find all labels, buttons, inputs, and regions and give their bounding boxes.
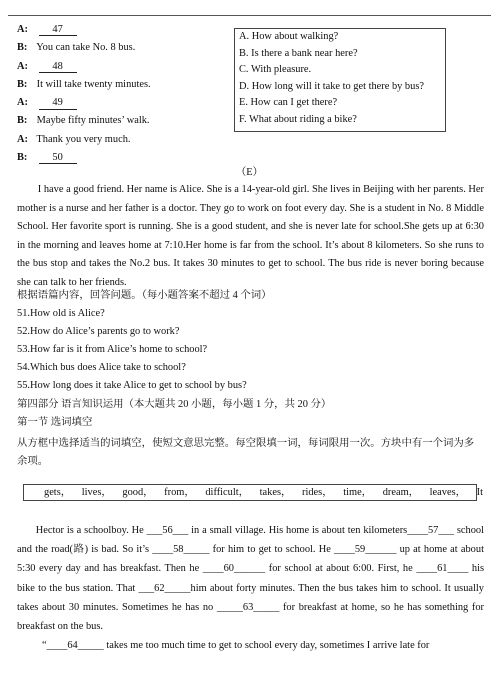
answer-blank-56[interactable]: 56 <box>162 525 173 536</box>
question-54: 54.Which bus does Alice take to school? <box>17 362 186 374</box>
option-c: C. With pleasure. <box>239 64 312 76</box>
speaker: B: <box>17 115 28 127</box>
option-f: F. What about riding a bike? <box>239 113 357 125</box>
speaker: B: <box>17 42 28 54</box>
speaker: A: <box>17 60 28 72</box>
word-option: time， <box>343 487 373 498</box>
word-option: difficult， <box>205 487 250 498</box>
option-b: B. Is there a bank near here? <box>239 47 358 59</box>
word-bank <box>44 487 491 499</box>
cloze-story <box>17 521 484 655</box>
dialog-line <box>17 115 227 133</box>
answer-blank-50[interactable]: 50 <box>39 153 77 164</box>
word-option: It <box>476 487 483 498</box>
answer-blank-61[interactable]: 61 <box>437 563 448 575</box>
part-heading: 第四部分 语言知识运用（本大题共 20 小题，每小题 1 分，共 20 分） <box>17 398 332 410</box>
answer-blank-49[interactable]: 49 <box>39 98 77 109</box>
word-option: from， <box>164 487 195 498</box>
dialog-text: Thank you very much. <box>36 133 131 145</box>
question-52: 52.How do Alice’s parents go to work? <box>17 326 180 338</box>
dialog-line <box>17 134 227 152</box>
speaker: B: <box>17 78 28 90</box>
question-53: 53.How far is it from Alice’s home to school? <box>17 344 208 356</box>
speaker: B: <box>17 152 28 164</box>
answer-blank-64[interactable]: 64 <box>67 640 78 652</box>
story-line: “____64_____ takes me too much time to get to school every day, sometimes I arrive late for <box>41 640 430 652</box>
answer-blank-62[interactable]: 62 <box>154 582 165 594</box>
option-e: E. How can I get there? <box>239 97 338 109</box>
answer-blank-60[interactable]: 60 <box>223 563 234 575</box>
options-box <box>234 28 446 132</box>
passage-text: I have a good friend. Her name is Alice. She is a 14-year-old girl. She lives in Beijing with her parents. Her mother is a nurse and her father is a doctor. They go to work on foot every day. She is a student in No. 8 Middle School. Her favorite sport is running. She is a good student, and she is never late for school.She gets up at 6:30 in the morning and leaves home at 7:10.Her home is far from the school. It’s about 8 kilometers. So she runs to the bus stop and takes the No.2 bus. It takes 30 minutes to get to school. The bus ride is never boring because she can talk to her friends. <box>17 184 484 288</box>
section-heading-e: （E） <box>235 167 264 178</box>
dialog-text: You can take No. 8 bus. <box>36 42 136 54</box>
question-list <box>17 290 487 471</box>
answer-blank-47[interactable]: 47 <box>39 25 77 36</box>
question-51: 51.How old is Alice? <box>17 308 105 320</box>
word-option: gets， <box>44 487 72 498</box>
story-line: Hector is a schoolboy. He ___56___ in a small village. His home is about ten kilometers____57___ school and the road(路) is bad. So it’s ____58_____ for him to get to school. He ____59______ up at home at about 5:30 every day and has breakfast. Then he ____60______ for school at about 6:00. First, he ____61____ his bike to the bus station. That ___62_____him about forty minutes. Then the bus takes him to school. It usually takes about 30 minutes. Sometimes he has no _____63_____ for breakfast at home, so he has something for breakfast on the bus. <box>17 525 485 633</box>
answer-blank-48[interactable]: 48 <box>39 62 77 73</box>
answer-blank-63[interactable]: 63 <box>242 601 254 613</box>
instruction: 根据语篇内容，回答问题。（每小题答案不超过 4 个词） <box>17 290 272 301</box>
dialog-line <box>17 97 227 115</box>
word-option: rides， <box>302 487 333 498</box>
dialog-line <box>17 79 227 97</box>
word-bank-box <box>23 484 483 501</box>
option-a: A. How about walking? <box>239 31 339 42</box>
question-55: 55.How long does it take Alice to get to school by bus? <box>17 380 247 392</box>
cloze-instruction: 从方框中选择适当的词填空，使短文意思完整。每空限填一词，每词限用一次。方块中有一个词为多余项。 <box>17 437 475 467</box>
speaker: A: <box>17 24 28 35</box>
dialog-text: Maybe fifty minutes’ walk. <box>36 115 150 127</box>
answer-blank-59[interactable]: 59 <box>354 544 366 556</box>
reading-passage <box>17 181 484 293</box>
dialog-text: It will take twenty minutes. <box>36 78 151 90</box>
word-option: leaves， <box>429 487 467 498</box>
dialog-line <box>17 61 227 79</box>
speaker: A: <box>17 97 28 109</box>
word-option: dream， <box>382 487 420 498</box>
answer-blank-58[interactable]: 58 <box>173 544 184 556</box>
answer-blank-57[interactable]: 57 <box>427 525 439 536</box>
word-option: lives， <box>81 487 112 498</box>
dialog-line <box>17 24 227 42</box>
dialogue <box>17 24 227 170</box>
word-option: takes， <box>259 487 292 498</box>
speaker: A: <box>17 133 28 145</box>
word-option: good， <box>122 487 154 498</box>
option-d: D. How long will it take to get there by bus? <box>239 80 424 92</box>
dialog-line <box>17 42 227 60</box>
section-heading: 第一节 选词填空 <box>17 416 93 428</box>
header-rule <box>8 15 491 16</box>
